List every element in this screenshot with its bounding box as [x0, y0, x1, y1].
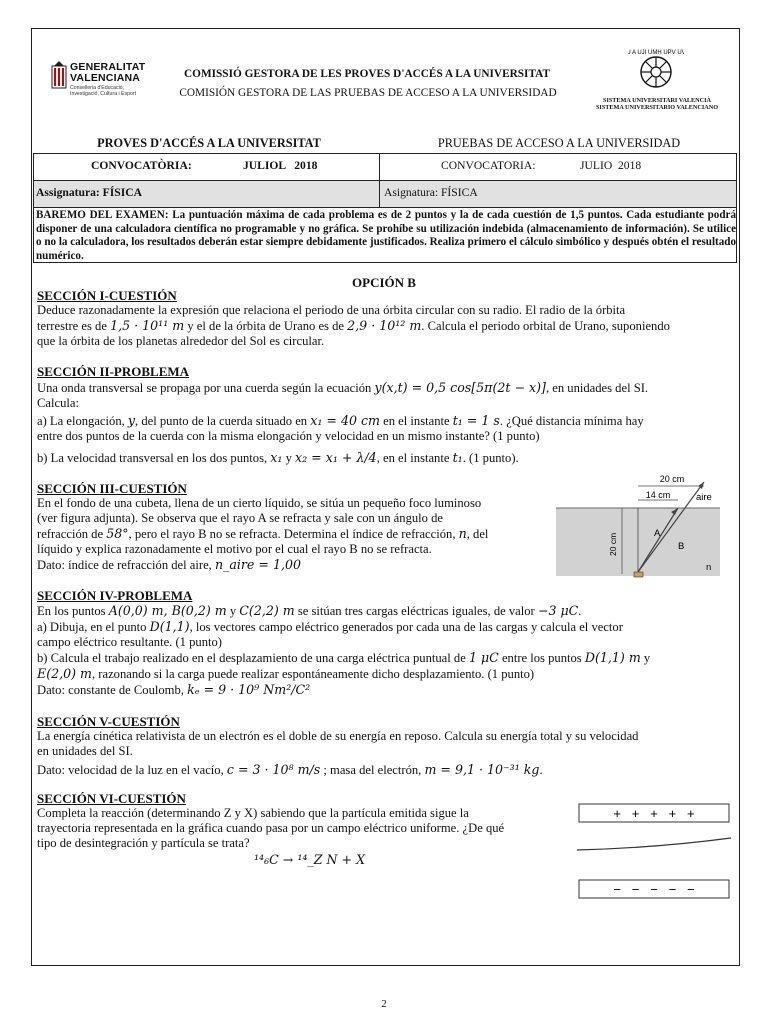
s1-line1: Deduce razonadamente la expresión que relaciona el periodo de una órbita circular con su radio. El radio de la órbita — [37, 303, 626, 317]
refraction-figure — [550, 470, 730, 582]
university-seal-logo — [628, 46, 684, 96]
nuclear-reaction: ¹⁴₆C → ¹⁴_Z N + X — [254, 852, 366, 867]
baremo-text: BAREMO DEL EXAMEN: La puntuación máxima de cada problema es de 2 puntos y la de cada cuestión de 1,5 puntos. Cada estudiante podrá disponer de una calculadora científica no programable y no gráfica. Se prohíbe su utilización indebida (almacenamiento de información). Se utilice o no la calculadora, los resultados deberán estar siempre debidamente justificados. Realiza primero el cálculo simbólico y después obtén el resultado numérico. — [36, 209, 736, 263]
s3-line5: Dato: índice de refracción del aire, n_aire = 1,00 — [37, 557, 301, 573]
electric-field-figure — [575, 800, 735, 910]
suv-es: SISTEMA UNIVERSITARIO VALENCIANO — [595, 103, 719, 111]
s5-line3: Dato: velocidad de la luz en el vacío, c = 3 · 10⁸ m/s ; masa del electrón, m = 9,1 · 10⁻³¹ kg. — [37, 762, 543, 778]
conv-label-es: CONVOCATORIA: — [441, 159, 536, 172]
light-source — [634, 572, 643, 577]
seal-text: U A UJI UMH UPV UV — [628, 50, 684, 56]
label-ray-a: A — [654, 528, 661, 539]
exam-title-va: PROVES D'ACCÉS A LA UNIVERSITAT — [97, 136, 321, 150]
section-5-body — [37, 729, 734, 778]
section-2-body — [37, 380, 734, 466]
s5-line1: La energía cinética relativista de un electrón es el doble de su energía en reposo. Calcula su energía total y su velocidad — [37, 729, 639, 743]
s6-line1: Completa la reacción (determinando Z y X) sabiendo que la partícula emitida sigue la — [37, 806, 469, 820]
gv-sub1: Conselleria d'Educació, — [70, 85, 125, 91]
section-6-title: SECCIÓN VI-CUESTIÓN — [37, 791, 186, 806]
page-number: 2 — [381, 998, 387, 1010]
section-6-body — [37, 806, 545, 851]
suv-block — [590, 98, 724, 111]
exam-title-es: PRUEBAS DE ACCESO A LA UNIVERSIDAD — [437, 136, 681, 150]
section-2-title: SECCIÓN II-PROBLEMA — [37, 364, 190, 379]
s4-line2: a) Dibuja, en el punto D(1,1), los vectores campo eléctrico generados por cada una de las cargas y calcula el vector — [37, 619, 623, 635]
s2-line5: b) La velocidad transversal en los dos puntos, x₁ y x₂ = x₁ + λ/4, en el instante t₁. (1 punto). — [37, 450, 519, 466]
label-20cm-top: 20 cm — [659, 474, 685, 484]
s4-line4: b) Calcula el trabajo realizado en el desplazamiento de una carga eléctrica puntual de 1 μC entre los puntos D(1,1) m y — [37, 650, 651, 666]
label-14cm: 14 cm — [645, 490, 671, 500]
suv-va: SISTEMA UNIVERSITARI VALENCIÀ — [603, 97, 711, 104]
s4-line5: E(2,0) m, razonando si la carga puede realizar espontáneamente dicho desplazamiento. (1 punto) — [37, 666, 535, 682]
particle-trajectory — [577, 838, 731, 850]
s4-line6: Dato: constante de Coulomb, kₑ = 9 · 10⁹ Nm²/C² — [37, 682, 311, 698]
label-n: n — [706, 562, 712, 573]
option-title: OPCIÓN B — [352, 275, 416, 290]
section-5-title: SECCIÓN V-CUESTIÓN — [37, 714, 180, 729]
section-1-title: SECCIÓN I-CUESTIÓN — [37, 288, 177, 303]
gv-sub2: Investigació, Cultura i Esport — [70, 91, 137, 98]
s3-line4: líquido y explica razonadamente el motivo por el cual el rayo B no se refracta. — [37, 542, 432, 557]
s3-line1: En el fondo de una cubeta, llena de un cierto líquido, se sitúa un pequeño foco luminoso — [37, 496, 482, 510]
s6-line2: trayectoria representada en la gráfica cuando pasa por un campo eléctrico uniforme. ¿De qué — [37, 821, 505, 836]
conv-value-va: JULIOL 2018 — [243, 159, 318, 172]
generalitat-shield-icon — [50, 60, 68, 100]
subject-es: Asignatura: FÍSICA — [384, 186, 478, 199]
section-3-title: SECCIÓN III-CUESTIÓN — [37, 481, 187, 496]
commission-title-va: COMISSIÓ GESTORA DE LES PROVES D'ACCÉS A LA UNIVERSITAT — [184, 68, 550, 80]
section-4-body — [37, 603, 734, 699]
section-4-title: SECCIÓN IV-PROBLEMA — [37, 588, 193, 603]
commission-title-es: COMISIÓN GESTORA DE LAS PRUEBAS DE ACCESO A LA UNIVERSIDAD — [179, 87, 557, 99]
s1-line2: terrestre es de 1,5 · 10¹¹ m y el de la órbita de Urano es de 2,9 · 10¹² m. Calcula el periodo orbital de Urano, suponiendo — [37, 318, 670, 334]
generalitat-logo — [50, 60, 172, 112]
s2-line4: entre dos puntos de la cuerda con la misma elongación y velocidad en un mismo instante? (1 punto) — [37, 429, 540, 444]
label-20cm-side: 20 cm — [608, 532, 618, 556]
gv-line1: GENERALITAT — [70, 61, 146, 73]
s4-line1: En los puntos A(0,0) m, B(0,2) m y C(2,2) m se sitúan tres cargas eléctricas iguales, de valor −3 μC. — [37, 603, 582, 618]
label-ray-b: B — [678, 541, 685, 552]
conv-label-va: CONVOCATÒRIA: — [91, 159, 192, 172]
gv-line2: VALENCIANA — [70, 72, 141, 84]
s6-line3: tipo de desintegración y partícula se trata? — [37, 836, 250, 851]
s2-line3: a) La elongación, y, del punto de la cuerda situado en x₁ = 40 cm en el instante t₁ = 1 s. ¿Qué distancia mínima hay — [37, 413, 644, 429]
conv-value-es: JULIO 2018 — [580, 159, 642, 172]
s2-line1: Una onda transversal se propaga por una cuerda según la ecuación y(x,t) = 0,5 cos[5π(2t − x)], en unidades del SI. — [37, 380, 649, 395]
s3-line3: refracción de 58°, pero el rayo B no se refracta. Determina el índice de refracción, n, del — [37, 526, 489, 542]
s2-line2: Calcula: — [37, 396, 79, 411]
section-3-body — [37, 496, 545, 573]
s4-line3: campo eléctrico resultante. (1 punto) — [37, 635, 222, 650]
s1-line3: que la órbita de los planetas alrededor del Sol es circular. — [37, 334, 325, 349]
seal-icon — [628, 46, 684, 96]
label-aire: aire — [696, 492, 712, 503]
subject-va: Assignatura: FÍSICA — [36, 186, 142, 199]
s5-line2: en unidades del SI. — [37, 744, 133, 759]
s3-line2: (ver figura adjunta). Se observa que el rayo A se refracta y sale con un ángulo de — [37, 511, 443, 526]
section-1-body — [37, 303, 734, 349]
positive-plate-signs: + + + + + — [613, 806, 695, 821]
negative-plate-signs: − − − − − — [613, 882, 695, 897]
